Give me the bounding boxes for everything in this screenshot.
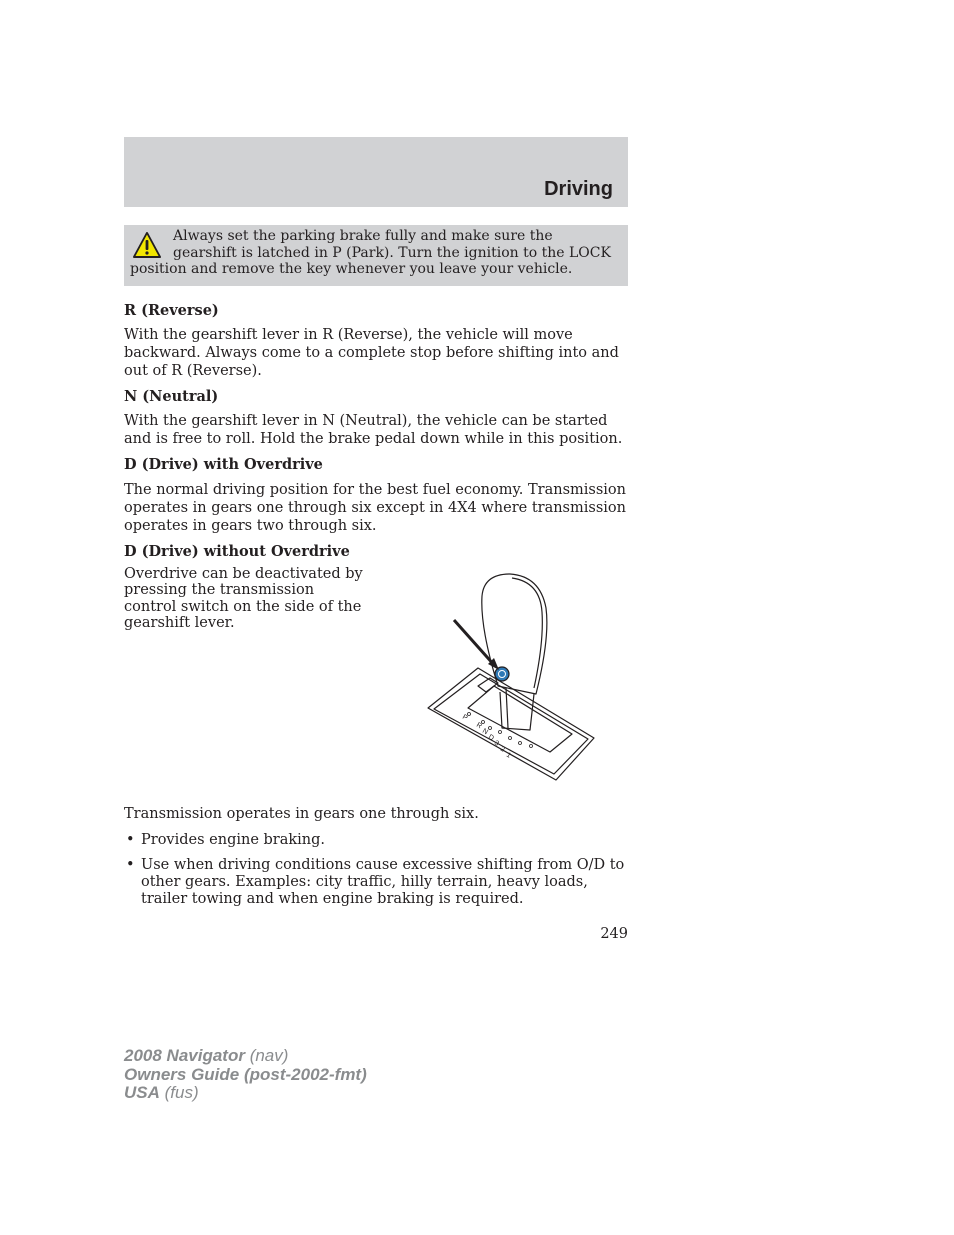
drive-overdrive-body: The normal driving position for the best fuel economy. Transmission operates in gears one through six except in 4X4 where transmission operates in gears two through six. — [124, 482, 626, 534]
reverse-heading: R (Reverse) — [124, 302, 219, 319]
neutral-heading: N (Neutral) — [124, 388, 219, 405]
gate-letter: 1 — [505, 751, 512, 760]
warning-text: Always set the parking brake fully and make sure the gearshift is latched in P (Park). Turn the ignition to the LOCK position and remove the key whenever you leave your vehicle. — [130, 228, 611, 278]
drive-no-overdrive-body: Overdrive can be deactivated by pressing the transmission control switch on the side of the gearshift lever. — [124, 566, 363, 632]
gears-text: Transmission operates in gears one through six. — [124, 806, 479, 822]
neutral-body: With the gearshift lever in N (Neutral), the vehicle can be started and is free to roll. Hold the brake pedal down while in this position. — [124, 413, 623, 447]
gate-letter: N — [481, 727, 489, 737]
footer-model-code: (nav) — [249, 1046, 289, 1065]
gate-letter: 3 — [493, 739, 500, 748]
gate-letter: D — [487, 733, 495, 743]
footer-market-code: (fus) — [164, 1083, 199, 1102]
footer-model: 2008 Navigator — [124, 1046, 245, 1065]
document-footer — [124, 1047, 367, 1103]
list-item — [124, 857, 628, 908]
bullet-dot: • — [126, 857, 135, 873]
footer-market: USA — [124, 1083, 160, 1102]
gate-letter: P — [461, 713, 469, 723]
gate-letter: 2 — [499, 745, 506, 754]
gate-letter: R — [475, 721, 483, 731]
reverse-body: With the gearshift lever in R (Reverse), the vehicle will move backward. Always come to a complete stop before shifting into and out of R (Reverse). — [124, 327, 619, 379]
bullet-text: Provides engine braking. — [141, 832, 326, 848]
section-header-band — [124, 137, 628, 207]
gearshift-lever-illustration — [420, 568, 610, 788]
page-number: 249 — [600, 926, 628, 942]
drive-overdrive-heading: D (Drive) with Overdrive — [124, 456, 323, 473]
warning-box — [124, 225, 628, 286]
footer-guide: Owners Guide (post-2002-fmt) — [124, 1064, 367, 1084]
bullet-text: Use when driving conditions cause excessive shifting from O/D to other gears. Examples: city traffic, hilly terrain, heavy loads, trailer towing and when engine braking is required. — [141, 857, 625, 907]
list-item — [124, 832, 628, 849]
section-title: Driving — [544, 178, 613, 200]
drive-no-overdrive-heading: D (Drive) without Overdrive — [124, 543, 350, 560]
bullet-dot: • — [126, 832, 135, 848]
